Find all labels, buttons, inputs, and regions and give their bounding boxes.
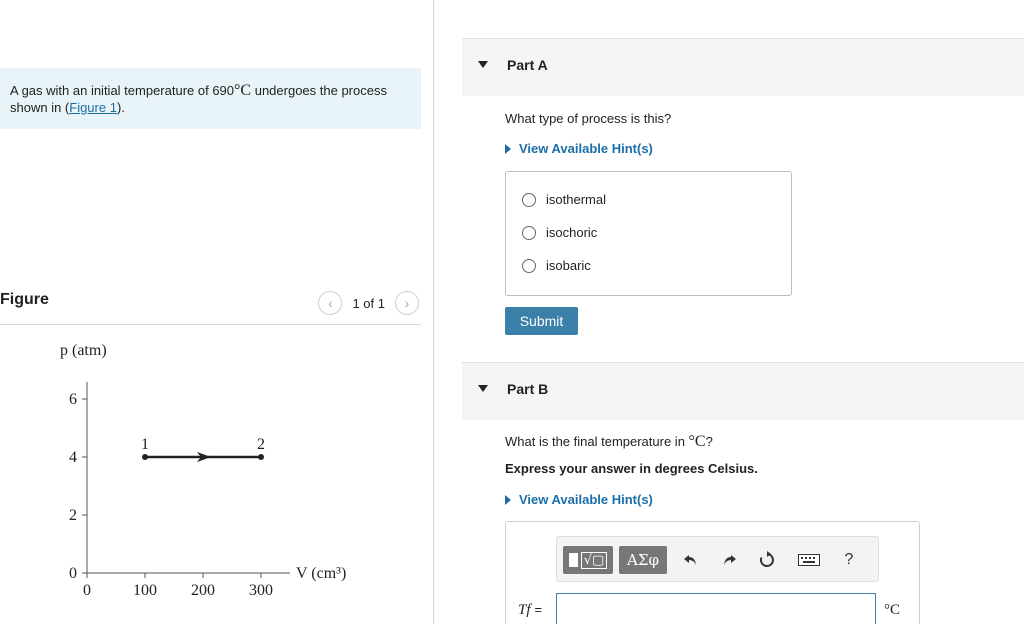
equals-sign: = (534, 602, 543, 617)
state-point (258, 454, 264, 460)
y-axis-label: p (atm) (60, 342, 107, 359)
choice-isothermal[interactable] (522, 192, 606, 207)
figure-header (0, 289, 421, 325)
x-tick-label: 200 (191, 582, 215, 599)
state-point (142, 454, 148, 460)
part-a-question: What type of process is this? (505, 111, 672, 126)
y-tick-label: 4 (69, 449, 77, 466)
expand-triangle-icon (505, 144, 511, 154)
y-tick-label: 6 (69, 391, 77, 408)
math-toolbar (556, 536, 879, 582)
part-b-question-end: ? (705, 434, 713, 449)
part-b-title: Part B (507, 381, 549, 397)
choice-isochoric[interactable] (522, 225, 597, 240)
y-tick-label: 2 (69, 507, 77, 524)
submit-button[interactable]: Submit (505, 307, 578, 335)
collapse-triangle-icon (478, 385, 488, 392)
x-tick-label: 0 (83, 582, 91, 599)
part-b-question-text: What is the final temperature in (505, 434, 689, 449)
radio-button[interactable] (522, 259, 536, 273)
state-label: 1 (141, 436, 149, 453)
chevron-right-icon[interactable]: › (395, 291, 419, 315)
problem-text-before: A gas with an initial temperature of 690 (10, 83, 235, 98)
part-b-question (505, 433, 713, 451)
radio-button[interactable] (522, 226, 536, 240)
figure-link[interactable]: Figure 1 (69, 100, 117, 115)
part-a-header[interactable] (462, 38, 1024, 96)
answer-input[interactable] (556, 593, 876, 624)
keyboard-icon[interactable] (797, 548, 821, 572)
answer-variable: Tf (518, 602, 531, 618)
problem-statement (0, 68, 421, 129)
sqrt-icon: √▢ (581, 552, 608, 569)
problem-text-end: ). (116, 100, 125, 115)
choice-label: isobaric (546, 258, 591, 273)
radio-button[interactable] (522, 193, 536, 207)
problem-text-after: undergoes the process shown in ( (10, 83, 387, 115)
part-a-hint-link[interactable] (505, 141, 653, 156)
undo-icon[interactable] (679, 548, 703, 572)
template-box-icon (569, 553, 578, 567)
part-b-hint-link[interactable] (505, 492, 653, 507)
help-icon[interactable]: ? (844, 551, 854, 568)
expand-triangle-icon (505, 495, 511, 505)
choice-label: isochoric (546, 225, 598, 240)
reset-icon[interactable] (755, 548, 779, 572)
choice-isobaric[interactable] (522, 258, 591, 273)
x-tick-label: 300 (249, 582, 273, 599)
pager-count: 1 of 1 (352, 295, 385, 311)
part-b-hint-label: View Available Hint(s) (519, 492, 653, 507)
answer-label (518, 602, 542, 619)
collapse-triangle-icon (478, 61, 488, 68)
greek-symbols-button[interactable]: ΑΣφ (619, 546, 667, 574)
answer-panel (505, 521, 920, 624)
part-a-hint-label: View Available Hint(s) (519, 141, 653, 156)
answer-unit: °C (884, 602, 901, 618)
figure-title: Figure (0, 291, 49, 308)
y-tick-label: 0 (69, 565, 77, 582)
x-tick-label: 100 (133, 582, 157, 599)
chevron-left-icon[interactable]: ‹ (318, 291, 342, 315)
x-axis-label: V (cm³) (296, 565, 347, 582)
part-b-header[interactable] (462, 362, 1024, 420)
part-b-instruction: Express your answer in degrees Celsius. (505, 461, 758, 476)
redo-icon[interactable] (717, 548, 741, 572)
figure-pager (318, 291, 419, 315)
state-label: 2 (257, 436, 265, 453)
part-a-title: Part A (507, 57, 548, 73)
templates-button[interactable] (563, 546, 613, 574)
choice-label: isothermal (546, 192, 606, 207)
choice-list (505, 171, 792, 296)
part-b-question-unit: °C (688, 433, 706, 450)
problem-unit: °C (234, 82, 252, 99)
pv-graph (40, 330, 380, 610)
left-column (0, 0, 434, 624)
